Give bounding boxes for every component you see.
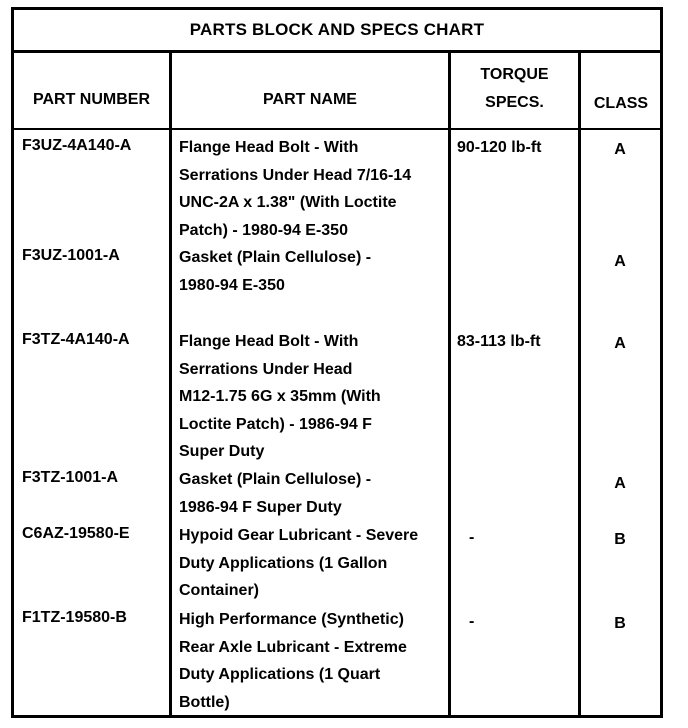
part-name-cell: High Performance (Synthetic) Rear Axle Lubricant - Extreme Duty Applications (1 Quart Bottle) [179, 611, 407, 711]
part-number-cell: F3UZ-4A140-A [22, 137, 132, 154]
part-name-cell: Hypoid Gear Lubricant - Severe Duty Applications (1 Gallon Container) [179, 527, 419, 599]
torque-cell: - [469, 613, 475, 630]
part-number-cell: F3TZ-1001-A [22, 469, 119, 486]
header-torque-line1: TORQUE [480, 66, 549, 83]
class-cell: B [614, 615, 626, 632]
part-number-cell: F3TZ-4A140-A [22, 331, 130, 348]
part-name-cell: Gasket (Plain Cellulose) - 1980-94 E-350 [179, 249, 372, 294]
part-name-cell: Gasket (Plain Cellulose) - 1986-94 F Super Duty [179, 471, 372, 516]
part-number-cell: F1TZ-19580-B [22, 609, 127, 626]
header-torque-line2: SPECS. [485, 94, 544, 111]
part-number-cell: C6AZ-19580-E [22, 525, 130, 542]
torque-cell: - [469, 529, 475, 546]
header-part-name: PART NAME [263, 91, 357, 108]
torque-cell: 83-113 lb-ft [457, 333, 541, 350]
part-number-cell: F3UZ-1001-A [22, 247, 120, 264]
header-divider [14, 128, 660, 130]
part-name-cell: Flange Head Bolt - With Serrations Under Head M12-1.75 6G x 35mm (With Loctite Patch) - 1986-94 F Super Duty [179, 333, 381, 460]
class-cell: B [614, 531, 626, 548]
torque-cell: 90-120 lb-ft [457, 139, 542, 156]
class-cell: A [614, 475, 626, 492]
header-class: CLASS [593, 95, 649, 112]
part-name-cell: Flange Head Bolt - With Serrations Under Head 7/16-14 UNC-2A x 1.38" (With Loctite Patch) - 1980-94 E-350 [179, 139, 412, 239]
class-cell: A [614, 253, 626, 270]
class-cell: A [614, 335, 626, 352]
header-part-number: PART NUMBER [32, 91, 151, 108]
class-cell: A [614, 141, 626, 158]
chart-title: PARTS BLOCK AND SPECS CHART [14, 10, 660, 53]
parts-specs-chart [11, 7, 663, 718]
